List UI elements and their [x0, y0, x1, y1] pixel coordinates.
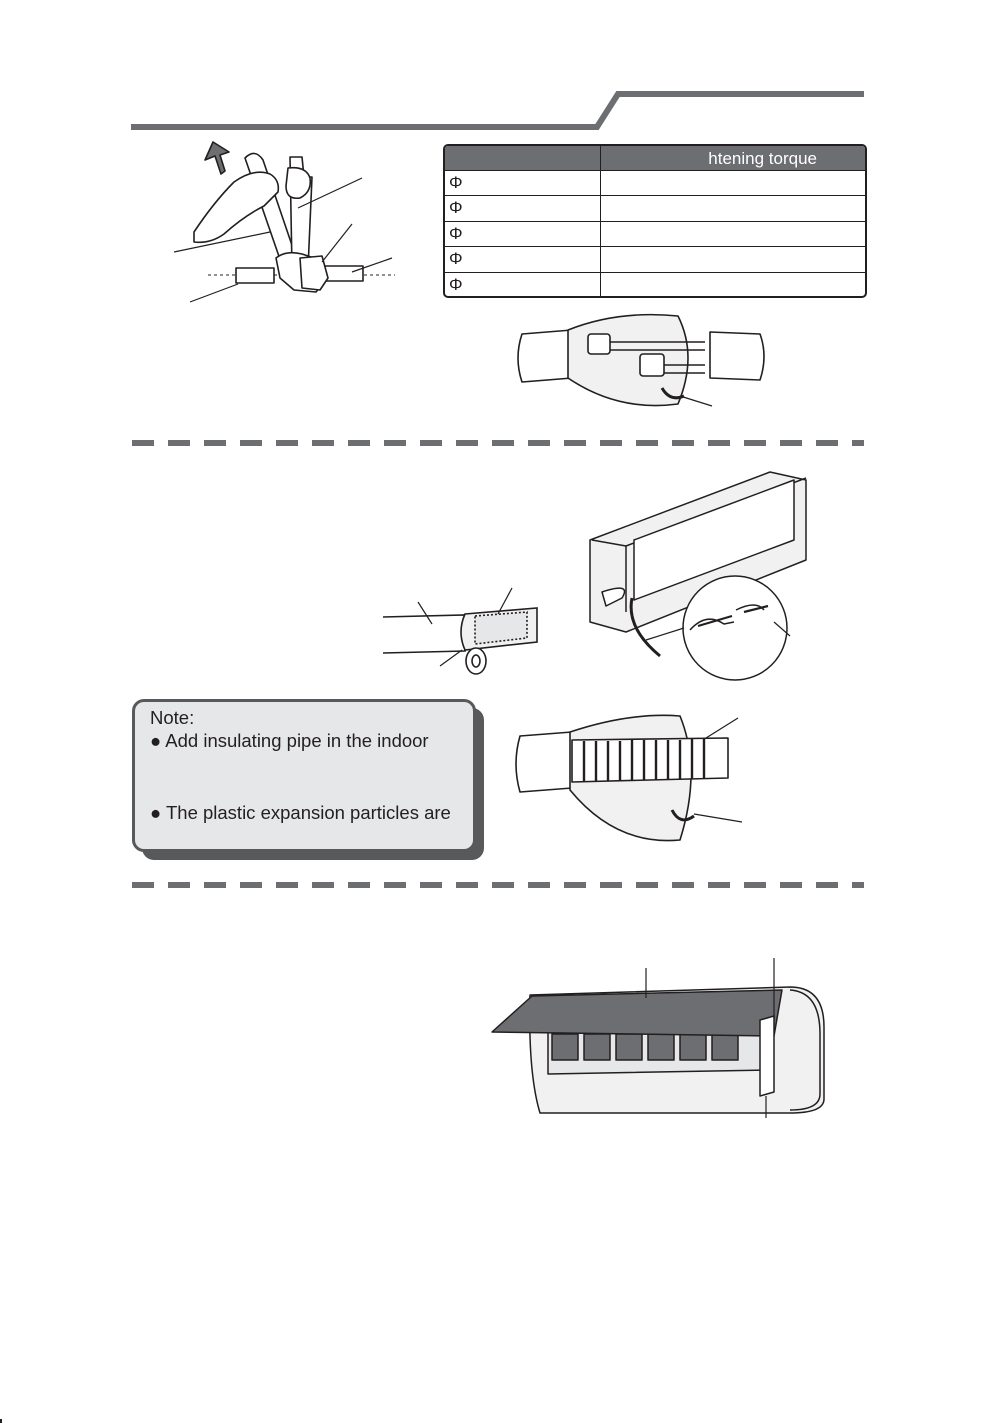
torque-cell: [601, 247, 865, 271]
table-row: [445, 196, 865, 221]
pipe-diameter-cell: Φ: [445, 171, 601, 195]
indoor-unit-back-illustration: [580, 465, 810, 685]
note-bullet-insulating-pipe: ● Add insulating pipe in the indoor: [150, 730, 429, 751]
pipe-joint-wrap-illustration: [515, 310, 775, 410]
dashed-divider: [0, 438, 987, 448]
pipe-diameter-cell: Φ: [445, 196, 601, 220]
header-rule: [0, 0, 987, 140]
torque-table-header-col1: [445, 146, 601, 170]
torque-cell: [601, 222, 865, 246]
table-row: [445, 247, 865, 272]
torque-cell: [601, 171, 865, 195]
note-box: [132, 699, 476, 852]
insulated-pipe-illustration: [512, 710, 752, 850]
torque-table: [443, 144, 867, 298]
table-row: [445, 273, 865, 298]
torque-table-header-col2: htening torque: [708, 149, 817, 168]
torque-cell: [601, 196, 865, 220]
note-title: Note:: [150, 707, 195, 728]
note-bullet-expansion-particles: ● The plastic expansion particles are: [150, 802, 451, 823]
table-row: [445, 171, 865, 196]
dashed-divider: [0, 880, 987, 890]
wrench-illustration: [160, 138, 420, 318]
pipe-diameter-cell: Φ: [445, 222, 601, 246]
pipe-diameter-cell: Φ: [445, 273, 601, 298]
indoor-unit-front-illustration: [488, 955, 828, 1125]
pipe-diameter-cell: Φ: [445, 247, 601, 271]
torque-cell: [601, 273, 865, 298]
corner-mark: [0, 1419, 2, 1423]
table-row: [445, 222, 865, 247]
torque-table-header: [445, 146, 865, 171]
pipe-tape-illustration: [380, 585, 550, 685]
